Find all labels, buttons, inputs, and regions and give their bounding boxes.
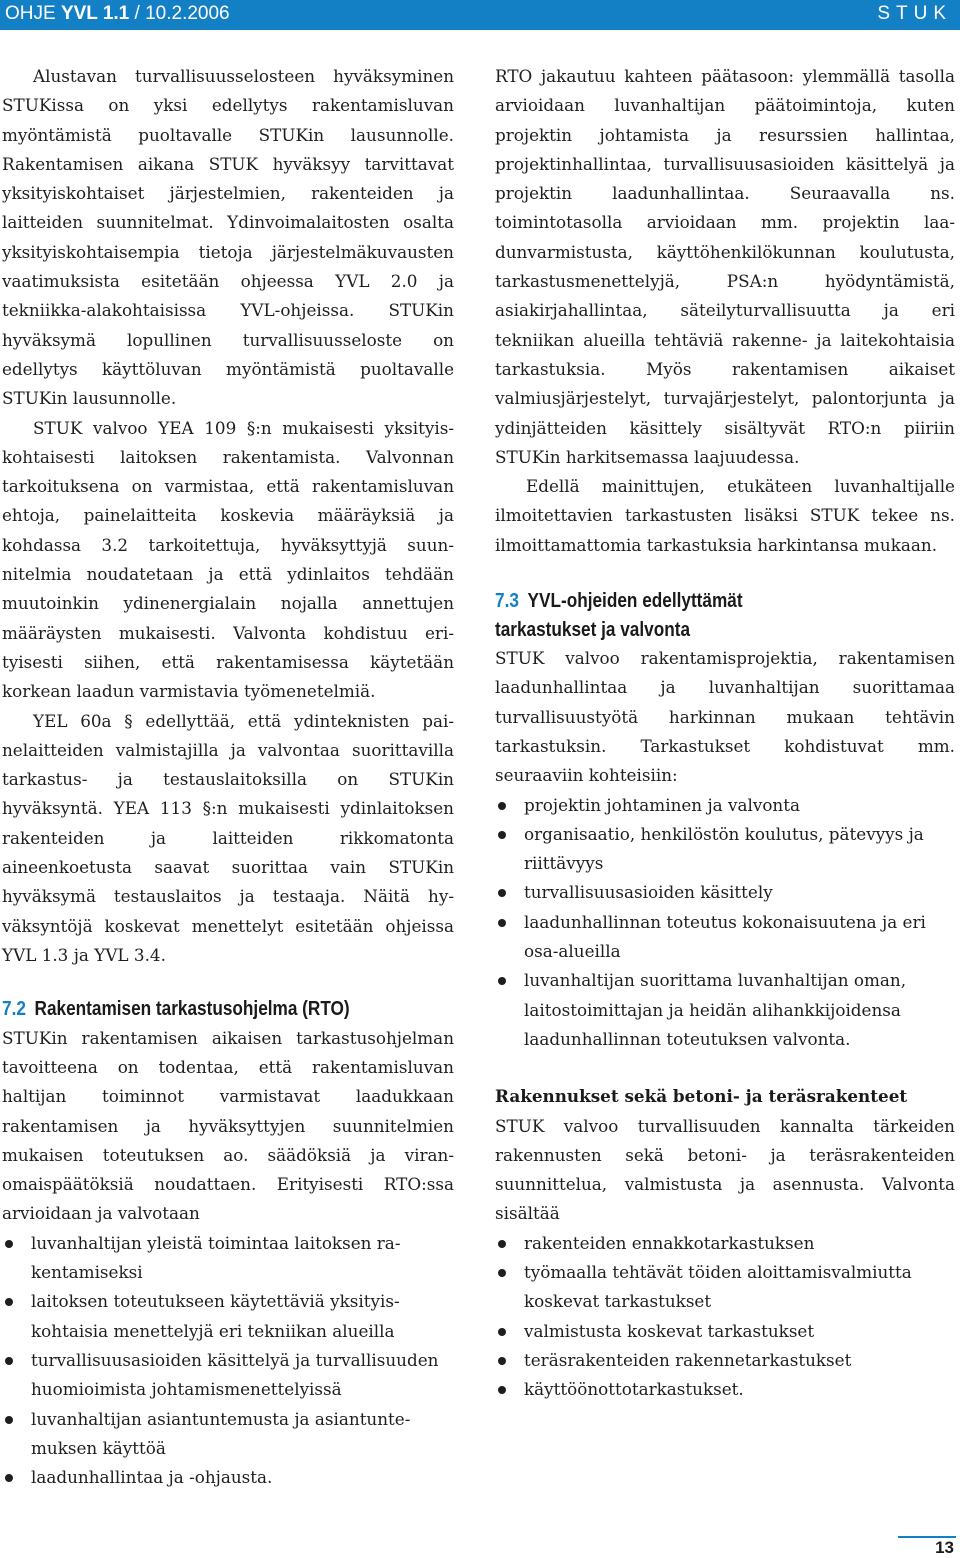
publisher-name: STUK	[877, 3, 952, 24]
subheading-buildings: Rakennukset sekä betoni- ja teräsrakenteet	[495, 1086, 908, 1107]
list-item: projektin johtaminen ja valvonta	[495, 791, 955, 820]
list-item: turvallisuusasioiden käsittelyä ja turvallisuuden huomioimista johtamismenettelyissä	[2, 1346, 454, 1405]
inspection-targets-list	[495, 791, 955, 1055]
paragraph-inspections-intro: STUK valvoo rakentamisprojektia, rakentamisen laadunhallintaa ja luvanhaltijan suorittamaa turvallisuustyötä harkinnan mukaan tehtävin tarkastuksin. Tarkastukset kohdistuvat mm. seuraaviin kohteisiin:	[495, 648, 955, 786]
section-title-line-2: tarkastukset ja valvonta	[495, 618, 691, 641]
section-number: 7.2	[2, 998, 26, 1021]
page-number: 13	[935, 1538, 954, 1557]
list-item: luvanhaltijan yleistä toimintaa laitoksen rakentamiseksi	[2, 1229, 454, 1288]
section-heading-7-2	[2, 995, 391, 1024]
paragraph-safety-report: Alustavan turvallisuusselosteen hyväksyminen STUKissa on yksi edellytys rakentamisluvan myöntämistä puoltavalle STUKin lausunnolle. Rakentamisen aikana STUK hyväksyy tarvittavat yksityiskohtaiset järjestelmien, rakenteiden ja laitteiden suunnitelmat. Ydinvoimalaitosten osalta yksityiskohtaisempia tietoja järjestelmäkuvausten vaatimuksista esitetään ohjeessa YVL 2.0 ja tekniikka-alakohtaisissa YVL-ohjeissa. STUKin hyväksymä lopullinen turvallisuusseloste on edellytys käyttöluvan myöntämistä puoltavalle STUKin lausunnolle.	[2, 66, 454, 409]
guide-code: YVL 1.1	[60, 3, 130, 24]
list-item: valmistusta koskevat tarkastukset	[495, 1317, 955, 1346]
page-header	[0, 0, 960, 30]
paragraph-buildings: STUK valvoo turvallisuuden kannalta tärkeiden rakennusten sekä betoni- ja teräsrakenteiden suunnittelua, valmistusta ja asennusta. Valvonta sisältää	[495, 1115, 955, 1224]
list-item: työmaalla tehtävät töiden aloittamisvalmiutta koskevat tarkastukset	[495, 1258, 955, 1317]
header-prefix: OHJE	[5, 3, 61, 24]
section-title: Rakentamisen tarkastusohjelma (RTO)	[34, 998, 350, 1021]
section-number: 7.3	[495, 590, 519, 613]
paragraph-rto-intro: STUKin rakentamisen aikaisen tarkastusohjelman tavoitteena on todentaa, että rakentamisluvan haltijan toiminnot varmistavat laadukkaan rakentamisen ja hyväksyttyjen suunnitelmien mukaisen toteutuksen ao. säädöksiä ja viranomaispäätöksiä noudattaen. Erityisesti RTO:ssa arvioidaan ja valvotaan	[2, 1027, 454, 1224]
list-item: käyttöönottotarkastukset.	[495, 1375, 955, 1404]
section-heading-7-3	[495, 587, 891, 616]
paragraph-pressure-equipment: YEL 60a § edellyttää, että ydinteknisten painelaitteiden valmistajilla ja valvontaa suorittavilla tarkastus- ja testauslaitoksilla on STUKin hyväksyntä. YEA 113 §:n mukaisesti ydinlaitoksen rakenteiden ja laitteiden rikkomatonta aineenkoetusta saavat suorittaa vain STUKin hyväksymä testauslaitos ja testaaja. Näitä hyväksyntöjä koskevat menettelyt esitetään ohjeissa YVL 1.3 ja YVL 3.4.	[2, 710, 454, 965]
list-item: organisaatio, henkilöstön koulutus, pätevyys ja riittävyys	[495, 820, 955, 879]
left-column	[2, 62, 454, 1492]
building-supervision-list	[495, 1229, 955, 1405]
list-item: laadunhallinnan toteutus kokonaisuutena ja eri osa-alueilla	[495, 908, 955, 967]
section-title-line-1: YVL-ohjeiden edellyttämät	[527, 590, 743, 613]
section-heading-7-3-cont	[495, 616, 891, 645]
list-item: rakenteiden ennakkotarkastuksen	[495, 1229, 955, 1258]
list-item: luvanhaltijan asiantuntemusta ja asiantuntemuksen käyttöä	[2, 1405, 454, 1464]
list-item: laitoksen toteutukseen käytettäviä yksityiskohtaisia menettelyjä eri tekniikan alueilla	[2, 1287, 454, 1346]
list-item: laadunhallintaa ja -ohjausta.	[2, 1463, 454, 1492]
paragraph-unannounced-inspections: Edellä mainittujen, etukäteen luvanhaltijalle ilmoitettavien tarkastusten lisäksi STUK tekee ns. ilmoittamattomia tarkastuksia harkintansa mukaan.	[495, 476, 955, 555]
right-column	[495, 62, 955, 1404]
list-item: turvallisuusasioiden käsittely	[495, 878, 955, 907]
list-item: teräsrakenteiden rakennetarkastukset	[495, 1346, 955, 1375]
list-item: luvanhaltijan suorittama luvanhaltijan oman, laitostoimittajan ja heidän alihankkijoidensa laadunhallinnan toteutuksen valvonta.	[495, 966, 955, 1054]
document-reference	[5, 2, 230, 26]
guide-date: / 10.2.2006	[129, 3, 230, 24]
paragraph-construction-supervision: STUK valvoo YEA 109 §:n mukaisesti yksityiskohtaisesti laitoksen rakentamista. Valvonnan tarkoituksena on varmistaa, että rakentamisluvan ehtoja, painelaitteita koskevia määräyksiä ja kohdassa 3.2 tarkoitettuja, hyväksyttyjä suunnitelmia noudatetaan ja että ydinlaitos tehdään muutoinkin ydinenergialain nojalla annettujen määräysten mukaisesti. Valvonta kohdistuu erityisesti siihen, että rakentamisessa käytetään korkean laadun varmistavia työmenetelmiä.	[2, 417, 454, 702]
paragraph-rto-levels: RTO jakautuu kahteen päätasoon: ylemmällä tasolla arvioidaan luvanhaltijan päätoimintoja, kuten projektin johtamista ja resurssien hallintaa, projektinhallintaa, turvallisuusasioiden käsittelyä ja projektin laadunhallintaa. Seuraavalla ns. toimintotasolla arvioidaan mm. projektin laadunvarmistusta, käyttöhenkilökunnan koulutusta, tarkastusmenettelyjä, PSA:n hyödyntämistä, asiakirjahallintaa, säteilyturvallisuutta ja eri tekniikan alueilla tehtäviä rakenne- ja laitekohtaisia tarkastuksia. Myös rakentamisen aikaiset valmiusjärjestelyt, turvajärjestelyt, palontorjunta ja ydinjätteiden käsittely sisältyvät RTO:n piiriin STUKin harkitsemassa laajuudessa.	[495, 66, 955, 467]
rto-assessment-list	[2, 1229, 454, 1493]
